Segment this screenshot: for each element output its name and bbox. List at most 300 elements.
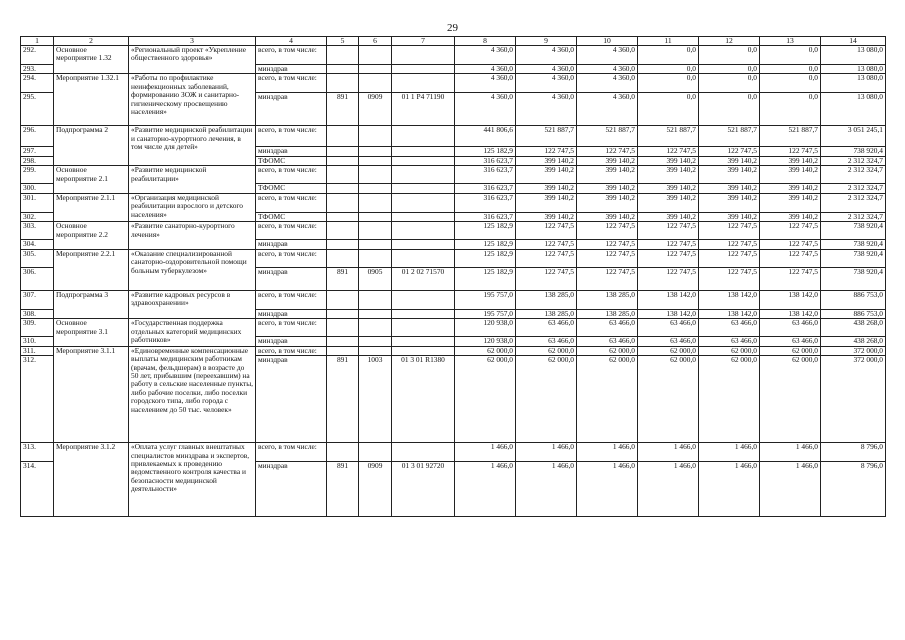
amount-14: 2 312 324,7: [821, 156, 886, 165]
measure-title: «Организация медицинской реабилитации взрослого и детского населения»: [129, 193, 256, 221]
section-code: [359, 166, 392, 184]
amount-8: 1 466,0: [455, 443, 516, 462]
amount-11: 521 887,7: [638, 126, 699, 147]
amount-13: 122 747,5: [760, 222, 821, 240]
amount-13: 62 000,0: [760, 356, 821, 443]
grbs-code: [327, 443, 359, 462]
funding-source: всего, в том числе:: [256, 222, 327, 240]
amount-14: 2 312 324,7: [821, 212, 886, 221]
amount-12: 399 140,2: [699, 184, 760, 193]
amount-9: 4 360,0: [516, 65, 577, 74]
amount-9: 4 360,0: [516, 46, 577, 65]
grbs-code: [327, 212, 359, 221]
amount-10: 399 140,2: [577, 193, 638, 212]
amount-11: 122 747,5: [638, 249, 699, 267]
measure-title: «Развитие медицинской реабилитации и санаторно-курортного лечения, в том числе для детей»: [129, 126, 256, 166]
amount-8: 195 757,0: [455, 290, 516, 309]
amount-12: 62 000,0: [699, 356, 760, 443]
column-number: 13: [760, 37, 821, 46]
table-row: [21, 346, 886, 355]
target-article-code: [392, 212, 455, 221]
amount-9: 63 466,0: [516, 337, 577, 346]
grbs-code: [327, 126, 359, 147]
row-number: 314.: [21, 462, 54, 517]
amount-9: 63 466,0: [516, 319, 577, 337]
column-number-row: [21, 37, 886, 46]
amount-13: 122 747,5: [760, 147, 821, 156]
amount-14: 13 080,0: [821, 46, 886, 65]
amount-9: 122 747,5: [516, 240, 577, 249]
measure-title: «Региональный проект «Укрепление общественного здоровья»: [129, 46, 256, 74]
amount-9: 122 747,5: [516, 267, 577, 290]
measure-title: «Работы по профилактике неинфекционных заболеваний, формированию ЗОЖ и санитарно-гигиеническому просвещению населения»: [129, 74, 256, 126]
section-code: [359, 156, 392, 165]
target-article-code: [392, 249, 455, 267]
amount-9: 4 360,0: [516, 93, 577, 126]
funding-source: всего, в том числе:: [256, 319, 327, 337]
funding-source: минздрав: [256, 267, 327, 290]
amount-9: 122 747,5: [516, 222, 577, 240]
amount-8: 4 360,0: [455, 93, 516, 126]
amount-13: 0,0: [760, 93, 821, 126]
amount-11: 122 747,5: [638, 267, 699, 290]
funding-source: всего, в том числе:: [256, 74, 327, 93]
section-code: [359, 65, 392, 74]
amount-10: 122 747,5: [577, 240, 638, 249]
amount-13: 122 747,5: [760, 267, 821, 290]
amount-10: 4 360,0: [577, 93, 638, 126]
amount-10: 63 466,0: [577, 319, 638, 337]
row-number: 303.: [21, 222, 54, 240]
grbs-code: [327, 309, 359, 318]
grbs-code: [327, 46, 359, 65]
section-code: [359, 249, 392, 267]
row-number: 298.: [21, 156, 54, 165]
amount-13: 399 140,2: [760, 156, 821, 165]
amount-11: 62 000,0: [638, 356, 699, 443]
amount-10: 4 360,0: [577, 65, 638, 74]
amount-11: 399 140,2: [638, 166, 699, 184]
column-number: 8: [455, 37, 516, 46]
amount-8: 195 757,0: [455, 309, 516, 318]
row-number: 305.: [21, 249, 54, 267]
measure-title: «Единовременные компенсационные выплаты медицинским работникам (врачам, фельдшерам) в возрасте до 50 лет, прибывшим (переехавшим) на работу в сельские населенные пункты, либо рабочие поселки, либо поселки городского типа, либо города с населением до 50 тыс. человек»: [129, 346, 256, 442]
grbs-code: [327, 337, 359, 346]
grbs-code: [327, 184, 359, 193]
grbs-code: [327, 74, 359, 93]
table-row: [21, 249, 886, 267]
amount-11: 138 142,0: [638, 290, 699, 309]
amount-8: 120 938,0: [455, 319, 516, 337]
amount-10: 399 140,2: [577, 212, 638, 221]
amount-8: 316 623,7: [455, 212, 516, 221]
grbs-code: [327, 166, 359, 184]
funding-source: ТФОМС: [256, 184, 327, 193]
amount-8: 120 938,0: [455, 337, 516, 346]
funding-source: всего, в том числе:: [256, 166, 327, 184]
amount-14: 738 920,4: [821, 240, 886, 249]
section-code: [359, 337, 392, 346]
amount-13: 399 140,2: [760, 212, 821, 221]
grbs-code: [327, 290, 359, 309]
amount-14: 372 000,0: [821, 356, 886, 443]
amount-14: 2 312 324,7: [821, 184, 886, 193]
amount-11: 138 142,0: [638, 309, 699, 318]
amount-8: 316 623,7: [455, 193, 516, 212]
section-code: [359, 319, 392, 337]
row-number: 310.: [21, 337, 54, 346]
page-number: 29: [447, 22, 458, 34]
amount-13: 122 747,5: [760, 249, 821, 267]
target-article-code: [392, 147, 455, 156]
amount-9: 399 140,2: [516, 193, 577, 212]
grbs-code: 891: [327, 462, 359, 517]
amount-13: 399 140,2: [760, 193, 821, 212]
measure-name: Основное мероприятие 2.2: [54, 222, 129, 249]
amount-14: 13 080,0: [821, 93, 886, 126]
row-number: 307.: [21, 290, 54, 309]
target-article-code: 01 3 01 92720: [392, 462, 455, 517]
table-row: [21, 290, 886, 309]
table-row: [21, 166, 886, 184]
measure-title: «Оказание специализированной санаторно-оздоровительной помощи больным туберкулезом»: [129, 249, 256, 290]
row-number: 304.: [21, 240, 54, 249]
grbs-code: [327, 240, 359, 249]
row-number: 300.: [21, 184, 54, 193]
target-article-code: [392, 65, 455, 74]
column-number: 1: [21, 37, 54, 46]
amount-10: 4 360,0: [577, 46, 638, 65]
amount-12: 0,0: [699, 74, 760, 93]
amount-14: 2 312 324,7: [821, 166, 886, 184]
grbs-code: [327, 147, 359, 156]
section-code: [359, 212, 392, 221]
amount-13: 62 000,0: [760, 346, 821, 355]
column-number: 11: [638, 37, 699, 46]
amount-11: 1 466,0: [638, 443, 699, 462]
amount-9: 399 140,2: [516, 156, 577, 165]
amount-12: 122 747,5: [699, 267, 760, 290]
amount-10: 122 747,5: [577, 249, 638, 267]
amount-14: 3 051 245,1: [821, 126, 886, 147]
column-number: 3: [129, 37, 256, 46]
row-number: 306.: [21, 267, 54, 290]
section-code: [359, 147, 392, 156]
amount-12: 122 747,5: [699, 249, 760, 267]
target-article-code: [392, 222, 455, 240]
table-body: [21, 37, 886, 517]
amount-11: 399 140,2: [638, 212, 699, 221]
section-code: [359, 184, 392, 193]
amount-8: 125 182,9: [455, 249, 516, 267]
table-row: [21, 319, 886, 337]
amount-14: 13 080,0: [821, 74, 886, 93]
grbs-code: 891: [327, 267, 359, 290]
amount-10: 122 747,5: [577, 267, 638, 290]
row-number: 302.: [21, 212, 54, 221]
amount-14: 886 753,0: [821, 290, 886, 309]
table-row: [21, 443, 886, 462]
amount-11: 122 747,5: [638, 147, 699, 156]
amount-14: 372 000,0: [821, 346, 886, 355]
amount-13: 138 142,0: [760, 290, 821, 309]
funding-source: минздрав: [256, 93, 327, 126]
table-row: [21, 222, 886, 240]
amount-14: 13 080,0: [821, 65, 886, 74]
measure-name: Подпрограмма 2: [54, 126, 129, 166]
amount-10: 138 285,0: [577, 290, 638, 309]
measure-name: Основное мероприятие 2.1: [54, 166, 129, 193]
amount-13: 1 466,0: [760, 443, 821, 462]
amount-12: 138 142,0: [699, 290, 760, 309]
grbs-code: [327, 249, 359, 267]
amount-12: 399 140,2: [699, 166, 760, 184]
grbs-code: [327, 65, 359, 74]
amount-12: 63 466,0: [699, 337, 760, 346]
amount-9: 138 285,0: [516, 290, 577, 309]
amount-14: 438 268,0: [821, 319, 886, 337]
amount-12: 399 140,2: [699, 156, 760, 165]
row-number: 312.: [21, 356, 54, 443]
measure-name: Мероприятие 3.1.2: [54, 443, 129, 517]
amount-12: 1 466,0: [699, 443, 760, 462]
amount-13: 1 466,0: [760, 462, 821, 517]
amount-9: 399 140,2: [516, 184, 577, 193]
amount-11: 399 140,2: [638, 156, 699, 165]
amount-14: 2 312 324,7: [821, 193, 886, 212]
amount-10: 122 747,5: [577, 147, 638, 156]
amount-10: 399 140,2: [577, 166, 638, 184]
funding-source: всего, в том числе:: [256, 249, 327, 267]
funding-source: всего, в том числе:: [256, 193, 327, 212]
target-article-code: 01 2 02 71570: [392, 267, 455, 290]
funding-source: минздрав: [256, 462, 327, 517]
amount-13: 521 887,7: [760, 126, 821, 147]
target-article-code: [392, 443, 455, 462]
row-number: 311.: [21, 346, 54, 355]
amount-12: 0,0: [699, 46, 760, 65]
row-number: 313.: [21, 443, 54, 462]
amount-11: 63 466,0: [638, 319, 699, 337]
amount-11: 1 466,0: [638, 462, 699, 517]
funding-source: всего, в том числе:: [256, 46, 327, 65]
amount-11: 399 140,2: [638, 184, 699, 193]
grbs-code: [327, 193, 359, 212]
amount-12: 0,0: [699, 93, 760, 126]
target-article-code: [392, 337, 455, 346]
column-number: 12: [699, 37, 760, 46]
table-row: [21, 46, 886, 65]
measure-name: Основное мероприятие 3.1: [54, 319, 129, 346]
amount-12: 122 747,5: [699, 240, 760, 249]
amount-8: 441 806,6: [455, 126, 516, 147]
amount-8: 125 182,9: [455, 240, 516, 249]
amount-13: 0,0: [760, 65, 821, 74]
section-code: [359, 74, 392, 93]
target-article-code: [392, 346, 455, 355]
target-article-code: [392, 193, 455, 212]
amount-9: 1 466,0: [516, 443, 577, 462]
target-article-code: [392, 309, 455, 318]
amount-12: 138 142,0: [699, 309, 760, 318]
target-article-code: [392, 126, 455, 147]
grbs-code: 891: [327, 93, 359, 126]
grbs-code: 891: [327, 356, 359, 443]
target-article-code: [392, 156, 455, 165]
amount-12: 399 140,2: [699, 212, 760, 221]
amount-8: 316 623,7: [455, 166, 516, 184]
column-number: 2: [54, 37, 129, 46]
amount-13: 0,0: [760, 46, 821, 65]
amount-9: 62 000,0: [516, 346, 577, 355]
amount-9: 62 000,0: [516, 356, 577, 443]
amount-11: 63 466,0: [638, 337, 699, 346]
section-code: [359, 193, 392, 212]
amount-14: 738 920,4: [821, 267, 886, 290]
amount-12: 399 140,2: [699, 193, 760, 212]
funding-source: минздрав: [256, 309, 327, 318]
amount-11: 122 747,5: [638, 240, 699, 249]
row-number: 301.: [21, 193, 54, 212]
amount-9: 122 747,5: [516, 147, 577, 156]
section-code: 1003: [359, 356, 392, 443]
amount-12: 122 747,5: [699, 147, 760, 156]
amount-8: 1 466,0: [455, 462, 516, 517]
table-row: [21, 126, 886, 147]
amount-10: 1 466,0: [577, 443, 638, 462]
amount-8: 62 000,0: [455, 346, 516, 355]
amount-8: 4 360,0: [455, 65, 516, 74]
amount-11: 0,0: [638, 74, 699, 93]
amount-9: 122 747,5: [516, 249, 577, 267]
amount-11: 0,0: [638, 93, 699, 126]
section-code: [359, 290, 392, 309]
column-number: 5: [327, 37, 359, 46]
section-code: [359, 46, 392, 65]
amount-13: 138 142,0: [760, 309, 821, 318]
section-code: 0909: [359, 93, 392, 126]
column-number: 9: [516, 37, 577, 46]
amount-8: 4 360,0: [455, 46, 516, 65]
section-code: [359, 309, 392, 318]
row-number: 299.: [21, 166, 54, 184]
grbs-code: [327, 319, 359, 337]
column-number: 14: [821, 37, 886, 46]
section-code: [359, 240, 392, 249]
amount-10: 138 285,0: [577, 309, 638, 318]
amount-12: 63 466,0: [699, 319, 760, 337]
amount-14: 738 920,4: [821, 147, 886, 156]
column-number: 10: [577, 37, 638, 46]
amount-12: 122 747,5: [699, 222, 760, 240]
amount-10: 63 466,0: [577, 337, 638, 346]
section-code: [359, 346, 392, 355]
grbs-code: [327, 156, 359, 165]
measure-title: «Государственная поддержка отдельных категорий медицинских работников»: [129, 319, 256, 346]
amount-10: 122 747,5: [577, 222, 638, 240]
amount-13: 63 466,0: [760, 319, 821, 337]
funding-source: минздрав: [256, 240, 327, 249]
amount-13: 399 140,2: [760, 166, 821, 184]
column-number: 7: [392, 37, 455, 46]
amount-8: 125 182,9: [455, 147, 516, 156]
amount-10: 399 140,2: [577, 156, 638, 165]
amount-14: 738 920,4: [821, 249, 886, 267]
target-article-code: 01 3 01 R1380: [392, 356, 455, 443]
amount-9: 1 466,0: [516, 462, 577, 517]
section-code: [359, 443, 392, 462]
amount-9: 521 887,7: [516, 126, 577, 147]
measure-title: «Развитие медицинской реабилитации»: [129, 166, 256, 193]
target-article-code: [392, 46, 455, 65]
amount-13: 122 747,5: [760, 240, 821, 249]
budget-table: [20, 36, 886, 517]
target-article-code: [392, 184, 455, 193]
section-code: [359, 222, 392, 240]
amount-14: 438 268,0: [821, 337, 886, 346]
amount-13: 0,0: [760, 74, 821, 93]
amount-9: 138 285,0: [516, 309, 577, 318]
measure-title: «Развитие кадровых ресурсов в здравоохранении»: [129, 290, 256, 318]
target-article-code: [392, 240, 455, 249]
amount-8: 316 623,7: [455, 184, 516, 193]
amount-10: 62 000,0: [577, 346, 638, 355]
amount-9: 399 140,2: [516, 166, 577, 184]
amount-10: 1 466,0: [577, 462, 638, 517]
section-code: 0909: [359, 462, 392, 517]
amount-8: 62 000,0: [455, 356, 516, 443]
funding-source: минздрав: [256, 65, 327, 74]
section-code: 0905: [359, 267, 392, 290]
amount-12: 1 466,0: [699, 462, 760, 517]
amount-12: 62 000,0: [699, 346, 760, 355]
row-number: 293.: [21, 65, 54, 74]
target-article-code: 01 1 P4 71190: [392, 93, 455, 126]
amount-10: 399 140,2: [577, 184, 638, 193]
amount-12: 521 887,7: [699, 126, 760, 147]
amount-14: 8 796,0: [821, 443, 886, 462]
amount-8: 125 182,9: [455, 222, 516, 240]
row-number: 309.: [21, 319, 54, 337]
row-number: 295.: [21, 93, 54, 126]
amount-11: 0,0: [638, 65, 699, 74]
amount-8: 125 182,9: [455, 267, 516, 290]
amount-11: 399 140,2: [638, 193, 699, 212]
measure-title: «Оплата услуг главных внештатных специалистов минздрава и экспертов, привлекаемых к проведению ведомственного контроля качества и безопасности медицинской деятельности»: [129, 443, 256, 517]
amount-11: 62 000,0: [638, 346, 699, 355]
target-article-code: [392, 290, 455, 309]
target-article-code: [392, 166, 455, 184]
grbs-code: [327, 346, 359, 355]
measure-name: Основное мероприятие 1.32: [54, 46, 129, 74]
measure-name: Мероприятие 2.2.1: [54, 249, 129, 290]
table-row: [21, 193, 886, 212]
funding-source: всего, в том числе:: [256, 443, 327, 462]
row-number: 292.: [21, 46, 54, 65]
measure-name: Мероприятие 3.1.1: [54, 346, 129, 442]
measure-name: Мероприятие 2.1.1: [54, 193, 129, 221]
funding-source: ТФОМС: [256, 212, 327, 221]
funding-source: всего, в том числе:: [256, 126, 327, 147]
measure-name: Подпрограмма 3: [54, 290, 129, 318]
funding-source: ТФОМС: [256, 156, 327, 165]
amount-10: 62 000,0: [577, 356, 638, 443]
funding-source: всего, в том числе:: [256, 290, 327, 309]
amount-8: 316 623,7: [455, 156, 516, 165]
amount-12: 0,0: [699, 65, 760, 74]
amount-9: 4 360,0: [516, 74, 577, 93]
row-number: 296.: [21, 126, 54, 147]
